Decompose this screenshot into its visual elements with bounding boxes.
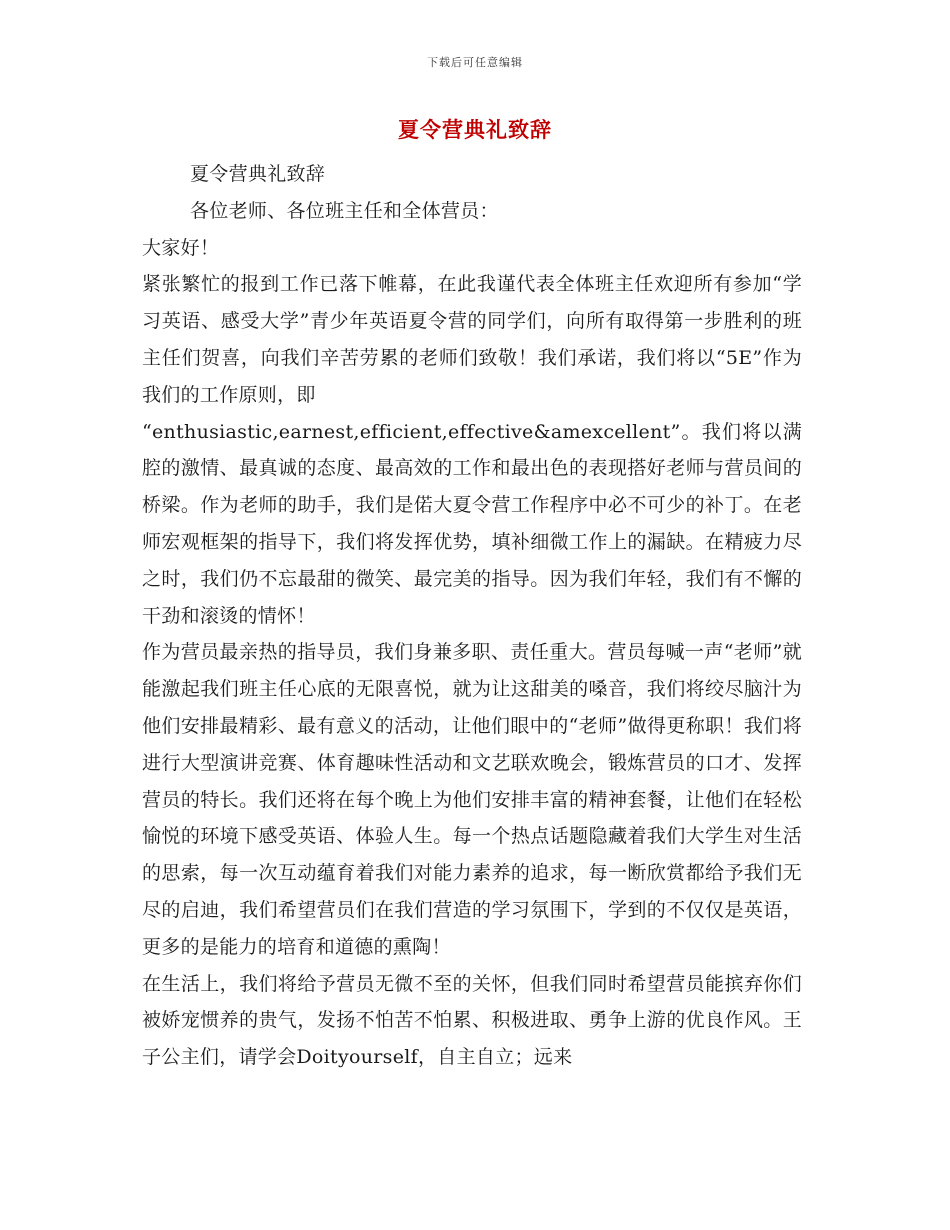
header-note: 下载后可任意编辑 xyxy=(427,56,523,69)
paragraph-life: 在生活上，我们将给予营员无微不至的关怀，但我们同时希望营员能摈弃你们被娇宠惯养的贵气，发扬不怕苦不怕累、积极进取、勇争上游的优良作风。王子公主们，请学会Doityourself，自主自立；远来 xyxy=(142,972,802,1069)
paragraph-activities: 作为营员最亲热的指导员，我们身兼多职、责任重大。营员每喊一声“老师”就能激起我们班主任心底的无限喜悦，就为让这甜美的嗓音，我们将绞尽脑汁为他们安排最精彩、最有意义的活动，让他们眼中的“老师”做得更称职！我们将进行大型演讲竞赛、体育趣味性活动和文艺联欢晚会，锻炼营员的口才、发挥营员的特长。我们还将在每个晚上为他们安排丰富的精神套餐，让他们在轻松愉悦的环境下感受英语、体验人生。每一个热点话题隐藏着我们大学生对生活的思索，每一次互动蕴育着我们对能力素养的追求，每一断欣赏都给予我们无尽的启迪，我们希望营员们在我们营造的学习氛围下，学到的不仅仅是英语，更多的是能力的培育和道德的熏陶！ xyxy=(142,641,802,958)
document-title: 夏令营典礼致辞 xyxy=(398,118,552,142)
paragraph-welcome: 紧张繁忙的报到工作已落下帷幕，在此我谨代表全体班主任欢迎所有参加“学习英语、感受大学”青少年英语夏令营的同学们，向所有取得第一步胜利的班主任们贺喜，向我们辛苦劳累的老师们致敬！我们承诺，我们将以“5E”作为我们的工作原则，即 xyxy=(142,273,802,406)
paragraph-principles: “enthusiastic,earnest,efficient,effective&amexcellent”。我们将以满腔的激情、最真诚的态度、最高效的工作和最出色的表现搭好老师与营员间的桥梁。作为老师的助手，我们是偌大夏令营工作程序中必不可少的补丁。在老师宏观框架的指导下，我们将发挥优势，填补细微工作上的漏缺。在精疲力尽之时，我们仍不忘最甜的微笑、最完美的指导。因为我们年轻，我们有不懈的干劲和滚烫的情怀！ xyxy=(142,420,802,627)
paragraph-salutation: 各位老师、各位班主任和全体营员： xyxy=(190,199,499,222)
paragraph-subtitle: 夏令营典礼致辞 xyxy=(190,163,326,185)
paragraph-greeting: 大家好！ xyxy=(142,236,220,259)
document-body xyxy=(142,156,802,1076)
